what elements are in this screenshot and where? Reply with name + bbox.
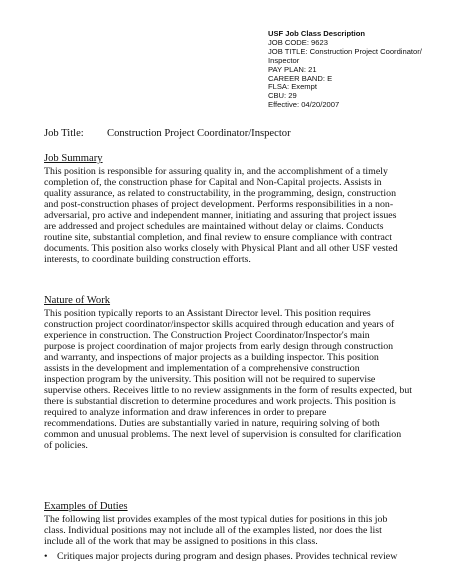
nature-line: construction project coordinator/inspector skills acquired through education and years of [44, 319, 395, 330]
header-cbu: CBU: 29 [268, 91, 297, 101]
header-job-code: JOB CODE: 9623 [268, 37, 328, 47]
summary-line: routine site, substantial completion, and final review to ensure compliance with contract [44, 232, 392, 243]
job-title-label: Job Title: [44, 128, 84, 139]
header-career-band: CAREER BAND: E [268, 73, 333, 83]
header-job-title-2: Inspector [268, 55, 300, 65]
duty-bullet-text: Critiques major projects during program and design phases. Provides technical review [57, 551, 398, 562]
header-effective: Effective: 04/20/2007 [268, 100, 340, 110]
summary-line: This position is responsible for assuring quality in, and the accomplishment of a timely [44, 166, 388, 177]
examples-of-duties-heading: Examples of Duties [44, 501, 128, 512]
job-class-header [268, 30, 468, 110]
examples-line: The following list provides examples of the most typical duties for positions in this job [44, 514, 388, 525]
header-title: USF Job Class Description [268, 29, 366, 38]
header-pay-plan: PAY PLAN: 21 [268, 64, 317, 74]
bullet-icon: • [44, 551, 48, 562]
summary-line: are addressed and project schedules are maintained without delay or claims. Conducts [44, 221, 384, 232]
summary-line: quality assurance, as related to constructability, in the programming, design, construction [44, 188, 397, 199]
nature-line: and warranty, and inspections of major projects as a building inspector. This position [44, 352, 379, 363]
nature-line: supervise others. Receives little to no review assignments in the form of results expected, but [44, 385, 413, 396]
job-summary-heading: Job Summary [44, 153, 103, 164]
summary-line: documents. This position also works closely with Physical Plant and all other USF vested [44, 243, 398, 254]
nature-line: of policies. [44, 440, 88, 451]
examples-line: include all of the work that may be assigned to positions in this class. [44, 536, 318, 547]
header-job-title-1: JOB TITLE: Construction Project Coordinator/ [268, 46, 422, 56]
summary-line: adversarial, pro active and independent manner, initiating and assuring that project issues [44, 210, 397, 221]
header-flsa: FLSA: Exempt [268, 82, 317, 92]
summary-line: completion of, the construction phase for Capital and Non-Capital projects. Assists in [44, 177, 382, 188]
examples-paragraph [44, 514, 427, 547]
nature-line: assists in the development and implementation of a comprehensive construction [44, 363, 360, 374]
nature-line: This position typically reports to an Assistant Director level. This position requires [44, 308, 371, 319]
summary-line: and post-construction phases of project development. Performs responsibilities in a non- [44, 199, 394, 210]
job-summary-paragraph [44, 166, 427, 265]
examples-line: class. Individual positions may not include all of the examples listed, nor does the list [44, 525, 382, 536]
nature-line: experience in construction. The Construction Project Coordinator/Inspector's main [44, 330, 370, 341]
nature-line: required to analyze information and draw inferences in order to prepare [44, 407, 327, 418]
nature-line: inspection program by the university. This position will not be required to supervise [44, 374, 376, 385]
nature-line: there is substantial discretion to determine procedures and work projects. This position is [44, 396, 396, 407]
job-title-value: Construction Project Coordinator/Inspector [107, 128, 291, 139]
summary-line: interests, to coordinate building construction efforts. [44, 254, 251, 265]
nature-line: recommendations. Duties are substantially varied in nature, requiring solving of both [44, 418, 380, 429]
duty-bullet-item [44, 551, 397, 562]
nature-line: purpose is project coordination of major projects from early design through construction [44, 341, 394, 352]
nature-of-work-paragraph [44, 308, 427, 451]
nature-of-work-heading: Nature of Work [44, 295, 111, 306]
nature-line: common and unusual problems. The next level of supervision is consulted for clarification [44, 429, 402, 440]
